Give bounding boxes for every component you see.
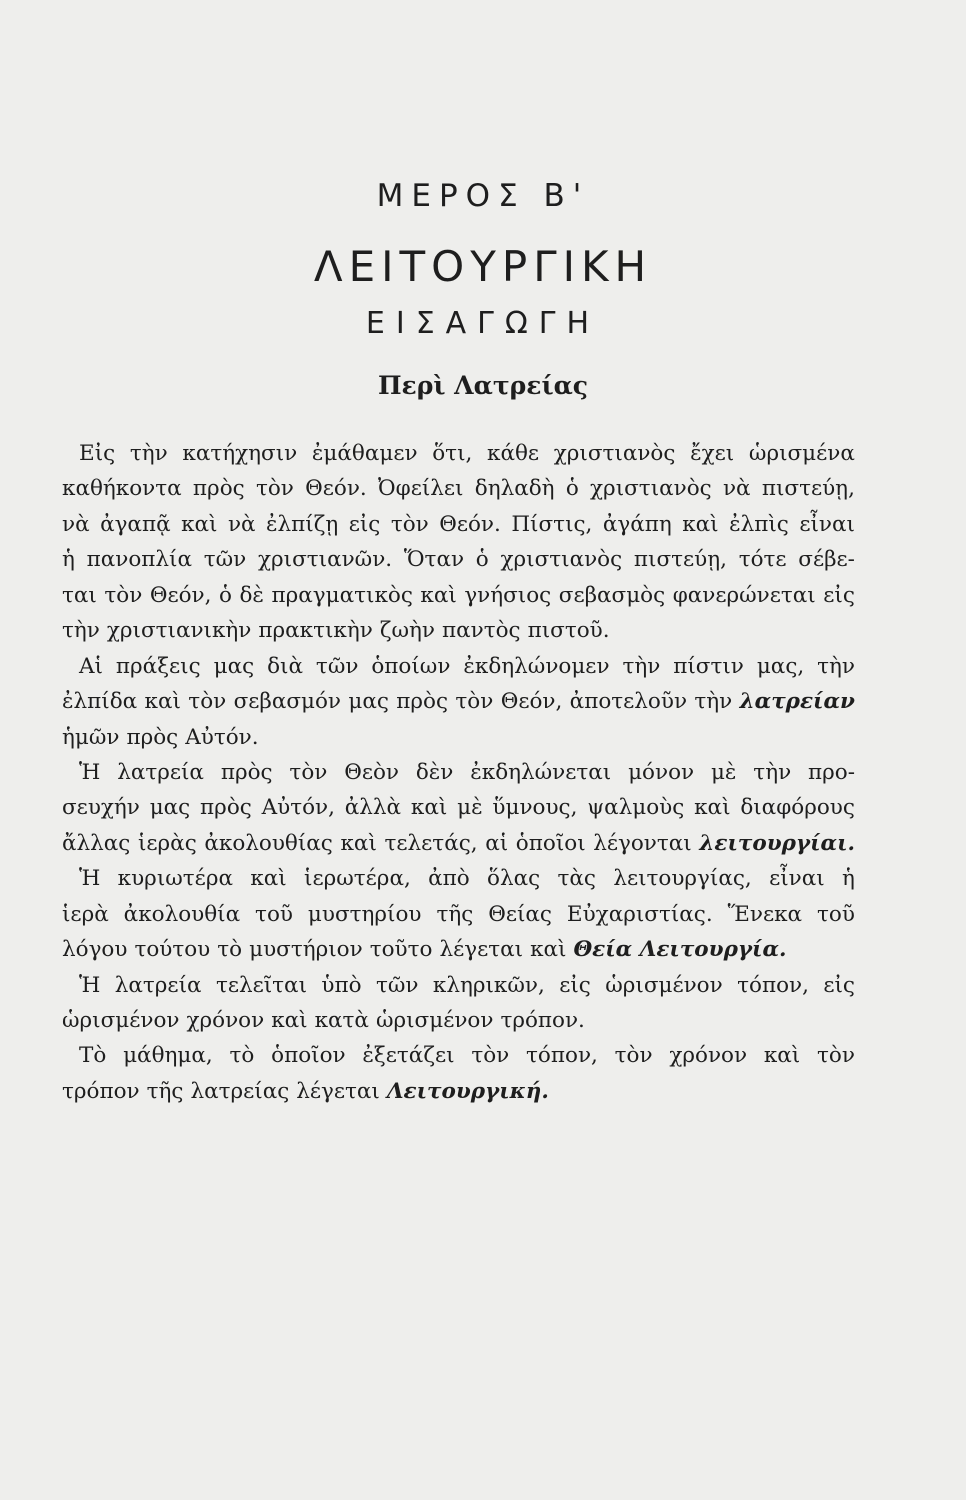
word: τρόπον. <box>500 1008 585 1033</box>
word: μὲ <box>457 795 483 821</box>
intro-heading: ΕΙΣΑΓΩΓΗ <box>365 306 601 341</box>
word: ἀπὸ <box>428 866 470 892</box>
word: τόπον, <box>737 972 809 998</box>
word: χριστιανικὴν <box>106 618 252 644</box>
word: λέγεται <box>439 937 524 963</box>
word: τὸν <box>614 1043 653 1069</box>
emphasized-term: λειτουργίαι. <box>699 830 855 856</box>
word: Ἡ <box>79 759 101 785</box>
word: χριστιανὸς <box>500 547 623 573</box>
word: πιστεύῃ, <box>633 547 727 573</box>
word: χρόνον <box>186 1008 265 1033</box>
word: τὴν <box>753 759 792 785</box>
word: τῶν <box>315 653 359 679</box>
word: τῶν <box>203 547 247 573</box>
word: Αὐτόν, <box>261 795 335 821</box>
word: Θεόν, <box>149 582 212 608</box>
word: τὸν <box>104 582 143 608</box>
word: καὶ <box>682 511 719 537</box>
word: μας, <box>756 653 805 679</box>
word: προ- <box>808 759 855 785</box>
word: τὸν <box>455 689 494 715</box>
word: ἡ <box>841 866 855 892</box>
word: τὸ <box>217 937 243 963</box>
word: ὡρισμένα <box>748 441 855 466</box>
word: ὅτι, <box>432 441 473 466</box>
word: τοῦτο <box>369 937 433 963</box>
text-line <box>62 826 855 861</box>
emphasized-term: Θεία Λειτουργία. <box>573 937 787 963</box>
word: ὁ <box>475 547 489 573</box>
word: ται <box>62 582 97 608</box>
word: γνήσιος <box>464 582 552 608</box>
text-line <box>62 436 855 471</box>
word: καὶ <box>144 689 181 715</box>
word: ἐμάθαμεν <box>311 441 418 466</box>
word: ἀκολουθίας <box>204 830 333 856</box>
word: δηλαδὴ <box>474 476 555 502</box>
text-line <box>62 720 855 755</box>
word: Ὅταν <box>403 547 465 573</box>
word: μας <box>149 795 191 821</box>
word: ἀλλὰ <box>344 795 402 821</box>
word: φανερώνεται <box>672 582 816 608</box>
word: μόνον <box>628 759 695 785</box>
word: χρόνον <box>669 1043 748 1069</box>
text-line <box>62 932 855 967</box>
word: μυστήριον <box>249 937 363 963</box>
word: ὁποῖον <box>271 1043 346 1069</box>
word: εἰς <box>559 972 591 998</box>
word: κατήχησιν <box>182 441 298 466</box>
word: ὁποίων <box>371 653 451 679</box>
text-line <box>62 684 855 719</box>
word: τὸν <box>255 476 294 502</box>
word: ἡμῶν <box>62 724 120 750</box>
text-line <box>62 1038 855 1073</box>
word: Εἰς <box>79 441 116 466</box>
word: ὅλας <box>487 866 541 892</box>
section-heading: Περὶ Λατρείας <box>377 371 589 400</box>
word: διαφόρους <box>740 795 855 821</box>
word: λόγου <box>62 937 128 963</box>
text-line <box>62 1003 855 1038</box>
text-line <box>62 790 855 825</box>
word: καὶ <box>763 1043 801 1069</box>
word: ψαλμοὺς <box>587 795 685 821</box>
word: εἶναι <box>799 511 855 537</box>
word: εἰς <box>823 972 855 998</box>
word: κατὰ <box>314 1008 369 1033</box>
word: τοῦ <box>816 901 855 927</box>
word: ὡρισμένον <box>375 1008 494 1033</box>
word: τὸν <box>817 1043 855 1069</box>
word: τελεῖται <box>215 972 308 998</box>
word: κληρικῶν, <box>432 972 545 998</box>
word: καὶ <box>410 795 448 821</box>
word: πανοπλία <box>86 547 192 573</box>
word: ἡ <box>62 547 75 573</box>
word: ἀγαπᾷ <box>100 511 171 537</box>
word: τὰς <box>557 866 596 892</box>
text-line <box>62 471 855 506</box>
text-line <box>62 861 855 896</box>
word: ἐκδηλώνεται <box>470 759 612 785</box>
word: τόπον, <box>526 1043 598 1069</box>
word: σευχήν <box>62 795 140 821</box>
word: λατρεία <box>117 759 204 785</box>
word: δὲν <box>415 759 454 785</box>
word: ὑπὸ <box>321 972 362 998</box>
word: πρακτικὴν <box>258 618 373 644</box>
word: ὕμνους, <box>492 795 578 821</box>
word: Θείας <box>488 901 552 927</box>
word: νὰ <box>62 511 90 537</box>
word: ἱερὰς <box>137 830 197 856</box>
word: νὰ <box>722 476 751 502</box>
text-line <box>62 968 855 1003</box>
word: ἐλπὶς <box>729 511 789 537</box>
word: τούτου <box>134 937 211 963</box>
word: τοῦ <box>255 901 293 927</box>
word: ὁ <box>218 582 232 608</box>
word: τότε <box>738 547 787 573</box>
word: ἔχει <box>690 441 735 466</box>
word: ὁ <box>565 476 579 502</box>
word: πράξεις <box>115 653 201 679</box>
word: σεβασμὸς <box>558 582 666 608</box>
text-line <box>62 649 855 684</box>
text-line <box>62 613 855 648</box>
word: τῶν <box>375 972 419 998</box>
word: τὴν <box>817 653 855 679</box>
word: χριστιανῶν. <box>257 547 393 573</box>
word: ἱερὰ <box>62 901 109 927</box>
word: καὶ <box>340 830 377 856</box>
word: ἐκδηλώνομεν <box>463 653 610 679</box>
text-line <box>62 578 855 613</box>
word: τὸν <box>471 1043 510 1069</box>
word: μας <box>213 653 255 679</box>
word: μυστηρίου <box>307 901 422 927</box>
word: Ὀφείλει <box>378 476 464 502</box>
word: τρόπον <box>62 1078 140 1104</box>
word: πιστοῦ. <box>527 618 610 644</box>
emphasized-term: Λειτουργική. <box>386 1078 549 1104</box>
word: ἀκολουθία <box>123 901 241 927</box>
word: πραγματικὸς <box>271 582 413 608</box>
text-line <box>62 507 855 542</box>
word: τὴν <box>694 689 733 715</box>
word: Τὸ <box>79 1043 107 1069</box>
word: Πίστις, <box>511 511 593 537</box>
word: κάθε <box>487 441 540 466</box>
word: Αἱ <box>79 653 103 679</box>
word: καὶ <box>181 511 218 537</box>
word: Ἡ <box>79 972 101 998</box>
word: τελετάς, <box>384 830 478 856</box>
word: ἐλπίδα <box>62 689 138 715</box>
word: Θεόν. <box>305 476 367 502</box>
word: χριστιανὸς <box>590 476 712 502</box>
word: καθήκοντα <box>62 476 182 502</box>
word: λέγονται <box>593 830 692 856</box>
word: ἐλπίζῃ <box>266 511 339 537</box>
word: λατρείας <box>190 1078 290 1104</box>
word: πρὸς <box>126 724 179 750</box>
word: εἰς <box>348 511 381 537</box>
word: σεβασμόν <box>233 689 342 715</box>
word: μάθημα, <box>123 1043 213 1069</box>
word: εἶναι <box>769 866 825 892</box>
word: Ἡ <box>79 866 101 892</box>
word: λέγεται <box>296 1078 380 1104</box>
word: πίστιν <box>673 653 744 679</box>
word: πρὸς <box>200 795 252 821</box>
word: ὡρισμένον <box>605 972 723 998</box>
word: καὶ <box>271 1008 308 1033</box>
word: σέβε- <box>798 547 855 573</box>
word: λειτουργίας, <box>613 866 752 892</box>
word: ἱερωτέρα, <box>304 866 411 892</box>
text-line <box>62 897 855 932</box>
word: Θεόν. <box>439 511 501 537</box>
word: χριστιανὸς <box>553 441 676 466</box>
word: τὸ <box>229 1043 255 1069</box>
word: Θεόν, <box>500 689 563 715</box>
word: νὰ <box>227 511 256 537</box>
word: ζωὴν <box>379 618 435 644</box>
word: τὸν <box>289 759 328 785</box>
word: τὸν <box>390 511 429 537</box>
word: Αὐτόν. <box>185 724 259 750</box>
word: καὶ <box>694 795 731 821</box>
word: καὶ <box>420 582 457 608</box>
word: λατρεία <box>114 972 202 998</box>
word: Θεὸν <box>344 759 399 785</box>
word: πρὸς <box>396 689 449 715</box>
word: καὶ <box>530 937 567 963</box>
word: τὴν <box>62 618 100 644</box>
word: πρὸς <box>192 476 245 502</box>
word: πιστεύῃ, <box>761 476 855 502</box>
text-line <box>62 1074 855 1109</box>
word: δὲ <box>239 582 264 608</box>
part-heading: ΜΕΡΟΣ Β' <box>376 178 590 214</box>
word: Ἕνεκα <box>727 901 803 927</box>
word: καὶ <box>250 866 287 892</box>
word: τῆς <box>146 1078 184 1104</box>
word: ἄλλας <box>62 830 131 856</box>
text-line <box>62 542 855 577</box>
word: ἀγάπη <box>602 511 672 537</box>
body-text <box>62 436 855 1109</box>
word: τὴν <box>129 441 168 466</box>
word: ὁποῖοι <box>515 830 586 856</box>
word: ἀποτελοῦν <box>569 689 688 715</box>
chapter-title: ΛΕΙΤΟΥΡΓΙΚΗ <box>313 242 653 291</box>
word: εἰς <box>823 582 855 608</box>
word: ἐξετάζει <box>362 1043 455 1069</box>
word: Εὐχαριστίας. <box>566 901 713 927</box>
word: κυριωτέρα <box>117 866 233 892</box>
word: διὰ <box>267 653 303 679</box>
word: παντὸς <box>441 618 521 644</box>
word: ὡρισμένον <box>62 1008 180 1033</box>
word: μας <box>348 689 389 715</box>
text-line <box>62 755 855 790</box>
emphasized-term: λατρείαν <box>739 689 855 715</box>
word: τὸν <box>188 689 227 715</box>
word: τὴν <box>622 653 661 679</box>
word: μὲ <box>710 759 737 785</box>
word: αἱ <box>485 830 509 856</box>
word: πρὸς <box>220 759 273 785</box>
word: τῆς <box>436 901 474 927</box>
